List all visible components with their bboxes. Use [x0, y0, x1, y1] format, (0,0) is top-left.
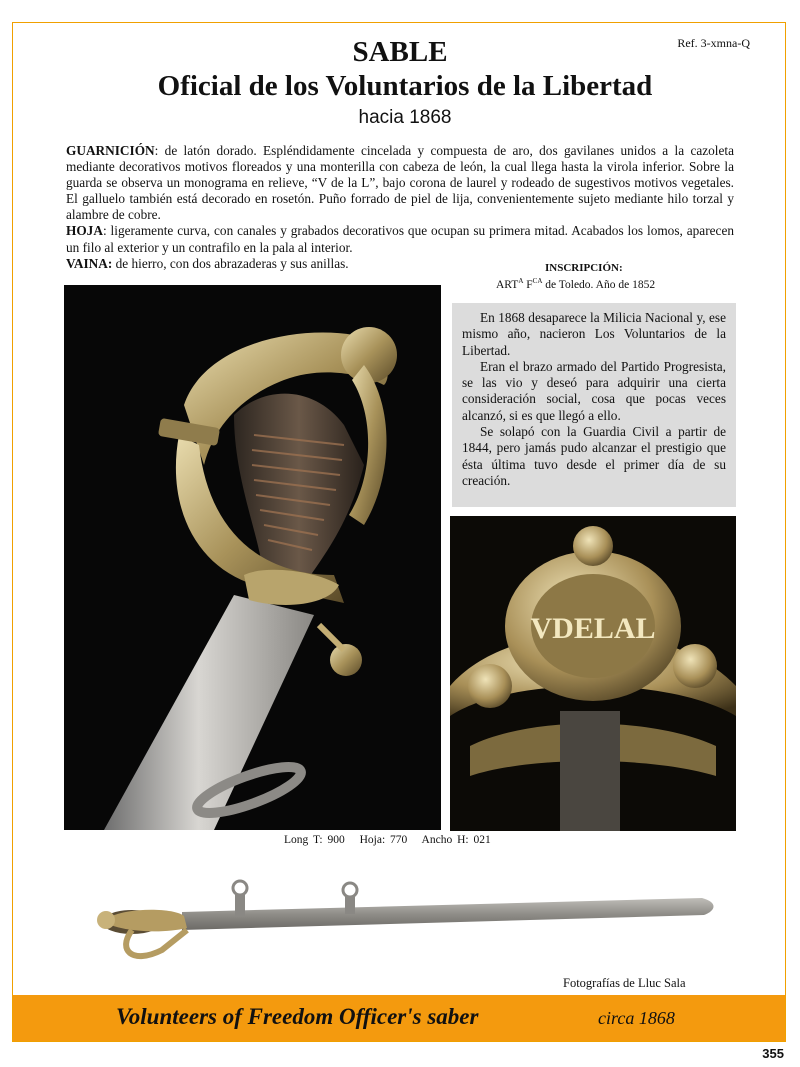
inscription-art: ART [496, 278, 519, 291]
hoja-text: : ligeramente curva, con canales y grabados decorativos que ocupan su primera mitad. Acabados los lomos, aparecen un filo al exterior y un contrafilo en la pala al interior. [66, 223, 734, 255]
page-subtitle: Oficial de los Voluntarios de la Libertad [157, 70, 653, 102]
guarnicion-text: : de latón dorado. Espléndidamente cincelada y compuesta de aro, dos gavilanes unidos a la cazoleta mediante decorativos motivos floreados y una monterilla con cabeza de león, la cual llega hasta la virola inferior. Sobre la guarda se observa un monograma en relieve, “V de la L”, bajo corona de laurel y rodeado de sugestivos motivos vegetales. El galluelo también está decorado en rosetón. Puño forrado de piel de lija, convenientemente sujeto mediante hilo torzal y alambre de cobre. [66, 143, 734, 223]
hoja-label: HOJA [66, 223, 103, 239]
description-block [66, 143, 734, 272]
note-paragraph: En 1868 desaparece la Milicia Nacional y, ese mismo año, nacieron Los Voluntarios de la Libertad. [462, 310, 726, 358]
guarnicion-paragraph [66, 143, 734, 223]
inscription-fca: F [523, 278, 533, 291]
measurements [284, 834, 501, 846]
inscription-text [496, 277, 655, 291]
hilt-illustration [64, 285, 441, 830]
monogram-text: VDELAL [530, 612, 656, 645]
history-note [452, 303, 736, 507]
inscription-fca-sup: CA [532, 277, 543, 285]
vaina-paragraph [66, 256, 734, 272]
note-paragraph: Eran el brazo armado del Partido Progresista, se las vio y deseó para adquirir una cierta consideración social, cosa que pocas veces alcanzó, si es que llegó a ello. [462, 358, 726, 423]
page-number: 355 [762, 1046, 784, 1061]
hilt-photo [64, 285, 441, 830]
reference-code: Ref. 3-xmna-Q [677, 36, 750, 50]
inscription-label: INSCRIPCIÓN: [545, 262, 623, 274]
english-date: circa 1868 [598, 1008, 675, 1028]
blade-length: Hoja: 770 [359, 834, 408, 846]
saber-illustration [92, 870, 722, 980]
guarnicion-label: GUARNICIÓN [66, 143, 155, 158]
vaina-label: VAINA: [66, 255, 113, 271]
full-saber-photo [92, 870, 722, 980]
page-date: hacia 1868 [358, 107, 452, 128]
length-total: Long T: 900 [284, 834, 345, 846]
hoja-paragraph [66, 223, 734, 255]
monogram-illustration [450, 516, 736, 831]
note-paragraph: Se solapó con la Guardia Civil a partir de 1844, pero jamás pudo alcanzar el prestigio que ésta última tuvo desde el primer día de su creación. [462, 424, 726, 488]
page-title: SABLE [352, 36, 448, 68]
english-title: Volunteers of Freedom Officer's saber [116, 1004, 479, 1029]
vaina-text: de hierro, con dos abrazaderas y sus anillas. [112, 255, 349, 271]
inscription-art-sup: A [518, 277, 524, 285]
monogram-detail-photo [450, 516, 736, 831]
blade-width: Ancho H: 021 [421, 834, 491, 846]
inscription-rest: de Toledo. Año de 1852 [542, 278, 656, 291]
photo-credit: Fotografías de Lluc Sala [563, 976, 686, 990]
